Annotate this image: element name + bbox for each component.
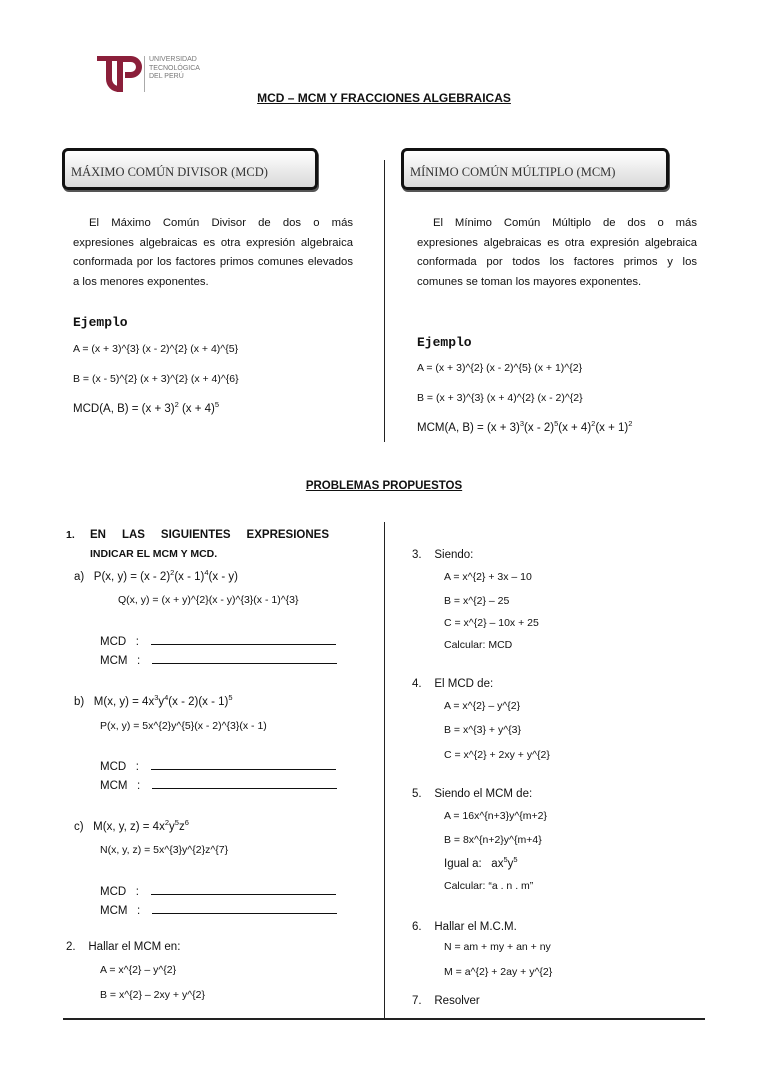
utp-logo-mark-icon [95, 54, 147, 94]
problem-line: A = 16x^{n+3}y^{m+2} [444, 810, 547, 822]
column-divider [384, 160, 385, 442]
logo-line: TECNOLÓGICA [149, 64, 200, 72]
mcd-heading: MÁXIMO COMÚN DIVISOR (MCD) [71, 165, 268, 179]
problem-line: 1. [66, 529, 75, 541]
mcd-example-label: Ejemplo [73, 315, 128, 330]
problem-line: 2. Hallar el MCM en: [66, 941, 181, 953]
mcd-heading-box [62, 148, 318, 190]
mcm-example-label: Ejemplo [417, 335, 472, 350]
mcm-formula: B = (x + 3)^{3} (x + 4)^{2} (x - 2)^{2} [417, 392, 583, 404]
problem-line: C = x^{2} + 2xy + y^{2} [444, 749, 550, 761]
answer-blank[interactable] [152, 779, 337, 789]
answer-line: MCM : [100, 779, 337, 792]
answer-line: MCD : [100, 885, 336, 898]
answer-blank[interactable] [151, 635, 336, 645]
problem-line: Q(x, y) = (x + y)^{2}(x - y)^{3}(x - 1)^{3} [118, 594, 299, 606]
problem-line: B = 8x^{n+2}y^{m+4} [444, 834, 542, 846]
mcm-formula: MCM(A, $B) = (x + 3)^3(x - 2)^5(x + 4)^2(x + 1)^2$ [417, 419, 633, 434]
mcd-formula: MCD(A, $B) = (x + 3)^2$ $(x + 4)^5$ [73, 400, 220, 415]
problems-title: PROBLEMAS PROPUESTOS [305, 480, 463, 492]
answer-blank[interactable] [151, 760, 336, 770]
column-divider [384, 522, 385, 1019]
problem-line: 7. Resolver [412, 995, 480, 1007]
answer-blank[interactable] [151, 885, 336, 895]
problem-line: Calcular: “a . n . m” [444, 880, 534, 892]
mcm-definition: El Mínimo Común Múltiplo de dos o más expresiones algebraicas es otra expresión algebraica conformada por todos los factores primos y los comunes se toman los mayores exponentes. [417, 217, 697, 288]
mcm-heading: MÍNIMO COMÚN MÚLTIPLO (MCM) [410, 165, 616, 179]
answer-blank[interactable] [152, 654, 337, 664]
problem-line: a) P(x, y) = (x - 2)$^2$(x - 1)$^4$(x - y) [74, 568, 238, 583]
problem-line: Calcular: MCD [444, 639, 513, 651]
problem-line: B = x^{2} – 2xy + y^{2} [100, 989, 206, 1001]
problem-line: 3. Siendo: [412, 549, 474, 561]
problem-line: 4. El MCD de: [412, 678, 494, 690]
problem-line: 5. Siendo el MCM de: [412, 788, 533, 800]
bottom-rule [63, 1018, 705, 1020]
mcm-formula: A = (x + 3)^{2} (x - 2)^{5} (x + 1)^{2} [417, 362, 583, 374]
problem-line: B = x^{3} + y^{3} [444, 724, 521, 736]
problem-line: A = x^{2} + 3x – 10 [444, 571, 532, 583]
answer-line: MCD : [100, 635, 336, 648]
problem-line: B = x^{2} – 25 [444, 595, 510, 607]
mcd-formula: B = (x - 5)^{2} (x + 3)^{2} (x + 4)^{6} [73, 373, 239, 385]
problem-line: A = x^{2} – y^{2} [444, 700, 521, 712]
problem-line: M = a^{2} + 2ay + y^{2} [444, 966, 553, 978]
problem-line: N(x, y, z) = 5x^{3}y^{2}z^{7} [100, 844, 229, 856]
page-title: MCD – MCM Y FRACCIONES ALGEBRAICAS [257, 91, 511, 105]
logo-line: UNIVERSIDAD [149, 56, 197, 63]
answer-line: MCM : [100, 904, 337, 917]
problem-line: P(x, y) = 5x^{2}y^{5}(x - 2)^{3}(x - 1) [100, 720, 267, 732]
problem-line: C = x^{2} – 10x + 25 [444, 617, 539, 629]
problem-line: A = x^{2} – y^{2} [100, 964, 177, 976]
problem-line: 6. Hallar el M.C.M. [412, 921, 517, 933]
problem-line: b) M(x, $y) = 4x^3y^4(x - 2)(x - 1)^5$ [74, 693, 233, 708]
problem-line: N = am + my + an + ny [444, 941, 551, 953]
problem-line: Igual a: $ax^5y^5$ [444, 855, 518, 870]
problem-line: c) M(x, y, $z) = 4x^2y^5z^6$ [74, 818, 189, 833]
answer-line: MCM : [100, 654, 337, 667]
answer-blank[interactable] [152, 904, 337, 914]
mcd-definition: El Máximo Común Divisor de dos o más expresiones algebraicas es otra expresión algebraica conformada por los factores primos comunes elevados a los menores exponentes. [73, 217, 353, 288]
mcd-formula: A = (x + 3)^{3} (x - 2)^{2} (x + 4)^{5} [73, 343, 239, 355]
answer-line: MCD : [100, 760, 336, 773]
logo-line: DEL PERÚ [149, 73, 184, 80]
utp-logo [95, 54, 210, 94]
problem-line: EN LAS SIGUIENTES EXPRESIONES [90, 529, 329, 541]
mcm-heading-box [401, 148, 669, 190]
problem-line: INDICAR EL MCM Y MCD. [90, 548, 218, 560]
